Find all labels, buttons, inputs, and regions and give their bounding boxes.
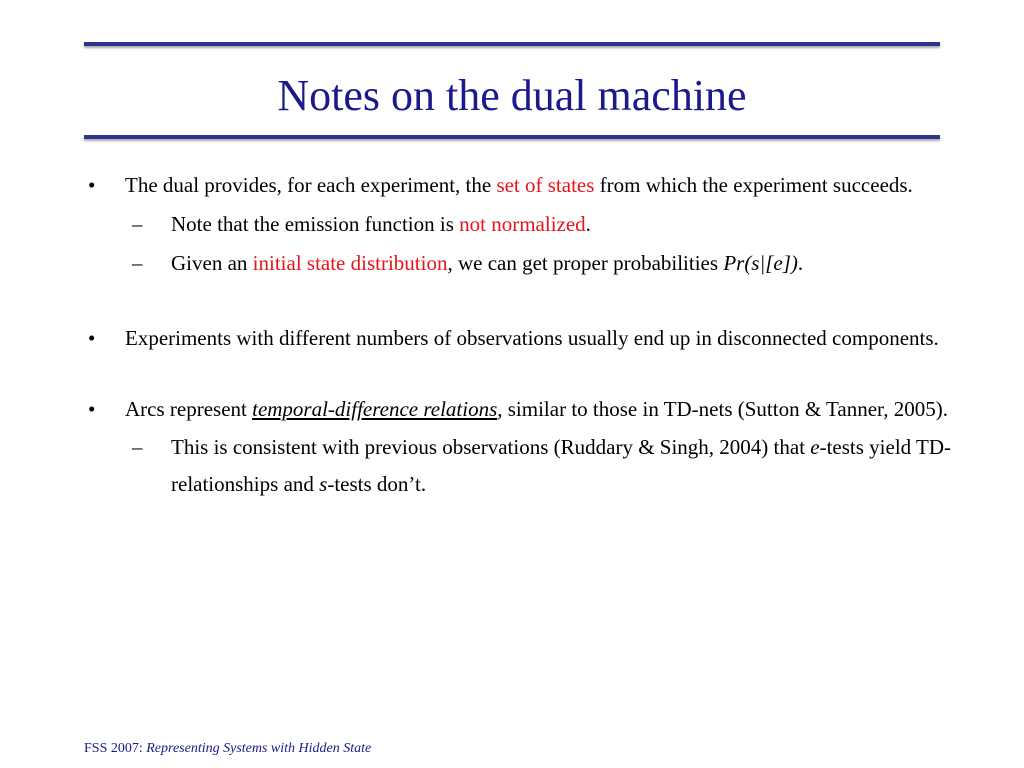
bullet-marker: • [88, 397, 96, 421]
bullet-text: Arcs represent [125, 397, 253, 421]
sub-bullet-marker: – [132, 435, 143, 459]
sub-bullet-consistent [84, 429, 954, 503]
footer-prefix: FSS 2007: [84, 741, 147, 756]
sub-bullet-text: . [797, 251, 804, 275]
sub-bullet-initial-state [84, 248, 954, 279]
sub-bullet-marker: – [132, 212, 143, 236]
sub-bullet-text: . [585, 212, 591, 236]
bullet-marker: • [88, 326, 96, 350]
sub-bullet-marker: – [132, 251, 143, 275]
slide-content [84, 170, 954, 503]
sub-bullet-emission [84, 209, 954, 240]
sub-bullet-text: -tests don’t. [327, 472, 427, 496]
bullet-text: from which the experiment succeeds. [594, 173, 913, 197]
slide-title: Notes on the dual machine [277, 71, 747, 120]
sub-bullet-text: Note that the emission function is [171, 212, 460, 236]
sub-bullet-text: Given an [171, 251, 253, 275]
slide-footer [84, 741, 371, 757]
footer-title: Representing Systems with Hidden State [146, 741, 372, 756]
title-rule-bottom [84, 135, 940, 139]
title-rule-top [84, 42, 940, 46]
emphasis-temporal-difference: temporal-difference relations [252, 397, 498, 421]
var-s: s [319, 472, 328, 496]
bullet-arcs [84, 394, 954, 425]
bullet-text: , similar to those in TD-nets (Sutton & Tanner, 2005). [497, 397, 948, 421]
bullet-text: Experiments with different numbers of observations usually end up in disconnected components. [125, 326, 939, 350]
sub-bullet-text: , we can get proper probabilities [447, 251, 724, 275]
sub-bullet-text: This is consistent with previous observations (Ruddary & Singh, 2004) that [171, 435, 811, 459]
highlight-not-normalized: not normalized [459, 212, 586, 236]
formula-probability: Pr(s|[e]) [723, 251, 798, 275]
highlight-initial-state-distribution: initial state distribution [252, 251, 448, 275]
sub-bullet-text: -tests yield TD-relationships and [171, 435, 952, 496]
bullet-text: The dual provides, for each experiment, the [125, 173, 497, 197]
var-e: e [810, 435, 820, 459]
bullet-dual-provides [84, 170, 954, 201]
bullet-experiments [84, 323, 954, 354]
bullet-marker: • [88, 173, 96, 197]
highlight-set-of-states: set of states [496, 173, 595, 197]
